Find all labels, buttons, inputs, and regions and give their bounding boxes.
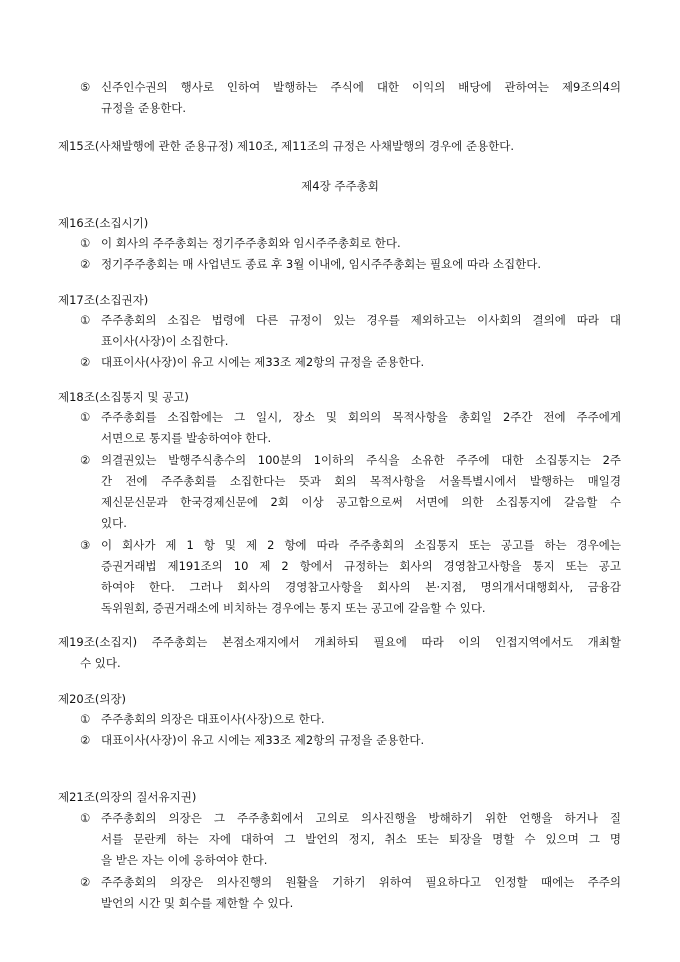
item-number: ② xyxy=(80,453,91,467)
clause-line: 수 있다. xyxy=(80,656,121,670)
item-number: ① xyxy=(80,236,91,250)
clause-line: 하여야 한다. 그러나 회사의 경영참고사항을 회사의 본·지점, 명의개서대행회사, 금융감 xyxy=(101,580,621,594)
clause-line: 주주총회의 의장은 의사진행의 원활을 기하기 위하여 필요하다고 인정할 때에는 주주의 xyxy=(101,875,621,889)
item-number: ① xyxy=(80,313,91,327)
clause-line: 의결권있는 발행주식총수의 100분의 1이하의 주식을 소유한 주주에 대한 소집통지는 2주 xyxy=(101,453,621,467)
clause-line: 규정을 준용한다. xyxy=(101,101,187,115)
clause-line: 간 전에 주주총회를 소집한다는 뜻과 회의 목적사항을 서울특별시에서 발행하는 매일경 xyxy=(101,474,621,488)
article-19: 제19조(소집지) 주주총회는 본점소재지에서 개최하되 필요에 따라 이의 인접지역에서도 개최할 xyxy=(58,635,621,649)
clause-line: 을 받은 자는 이에 응하여야 한다. xyxy=(101,853,268,867)
item-number: ① xyxy=(80,410,91,424)
clause-line: 제신문신문과 한국경제신문에 2회 이상 공고함으로써 서면에 의한 소집통지에 갈음할 수 xyxy=(101,495,621,509)
article-15: 제15조(사채발행에 관한 준용규정) 제10조, 제11조의 규정은 사채발행의 경우에 준용한다. xyxy=(58,139,515,153)
clause-line: 이 회사의 주주총회는 정기주주총회와 임시주주총회로 한다. xyxy=(101,236,401,250)
item-number: ② xyxy=(80,733,91,747)
clause-line: 증권거래법 제191조의 10 제 2 항에서 규정하는 회사의 경영참고사항을 통지 또는 공고 xyxy=(101,559,621,573)
clause-line: 서면으로 통지를 발송하여야 한다. xyxy=(101,431,272,445)
clause-line: 표이사(사장)이 소집한다. xyxy=(101,334,229,348)
item-number: ① xyxy=(80,712,91,726)
clause-line: 주주총회의 의장은 그 주주총회에서 고의로 의사진행을 방해하기 위한 언행을 하거나 질 xyxy=(101,811,621,825)
item-number: ① xyxy=(80,811,91,825)
clause-line: 발언의 시간 및 회수를 제한할 수 있다. xyxy=(101,896,294,910)
item-number: ② xyxy=(80,355,91,369)
item-number: ③ xyxy=(80,538,91,552)
clause-line: 주주총회의 소집은 법령에 다른 규정이 있는 경우를 제외하고는 이사회의 결의에 따라 대 xyxy=(101,313,621,327)
clause-line: 서를 문란케 하는 자에 대하여 그 발언의 정지, 취소 또는 퇴장을 명할 수 있으며 그 명 xyxy=(101,832,621,846)
item-number: ② xyxy=(80,875,91,889)
article-title: 제17조(소집권자) xyxy=(58,293,149,307)
clause-line: 대표이사(사장)이 유고 시에는 제33조 제2항의 규정을 준용한다. xyxy=(101,733,425,747)
clause-line: 이 회사가 제 1 항 및 제 2 항에 따라 주주총회의 소집통지 또는 공고를 하는 경우에는 xyxy=(101,538,621,552)
article-title: 제21조(의장의 질서유지권) xyxy=(58,790,197,804)
article-title: 제16조(소집시기) xyxy=(58,216,149,230)
clause-line: 대표이사(사장)이 유고 시에는 제33조 제2항의 규정을 준용한다. xyxy=(101,355,425,369)
clause-line: 있다. xyxy=(101,516,127,530)
clause-line: 주주총회를 소집함에는 그 일시, 장소 및 회의의 목적사항을 총회일 2주간 전에 주주에게 xyxy=(101,410,621,424)
clause-line: 주주총회의 의장은 대표이사(사장)으로 한다. xyxy=(101,712,325,726)
clause-line: 정기주주총회는 매 사업년도 종료 후 3월 이내에, 임시주주총회는 필요에 따라 소집한다. xyxy=(101,257,541,271)
clause-line: 신주인수권의 행사로 인하여 발행하는 주식에 대한 이익의 배당에 관하여는 제9조의4의 xyxy=(101,80,621,94)
article-title: 제20조(의장) xyxy=(58,692,127,706)
item-number: ② xyxy=(80,257,91,271)
item-number: ⑤ xyxy=(80,80,91,94)
clause-line: 독위원회, 증권거래소에 비치하는 경우에는 통지 또는 공고에 갈음할 수 있다. xyxy=(101,601,486,615)
chapter-heading: 제4장 주주총회 xyxy=(301,179,379,193)
article-title: 제18조(소집통지 및 공고) xyxy=(58,390,189,404)
